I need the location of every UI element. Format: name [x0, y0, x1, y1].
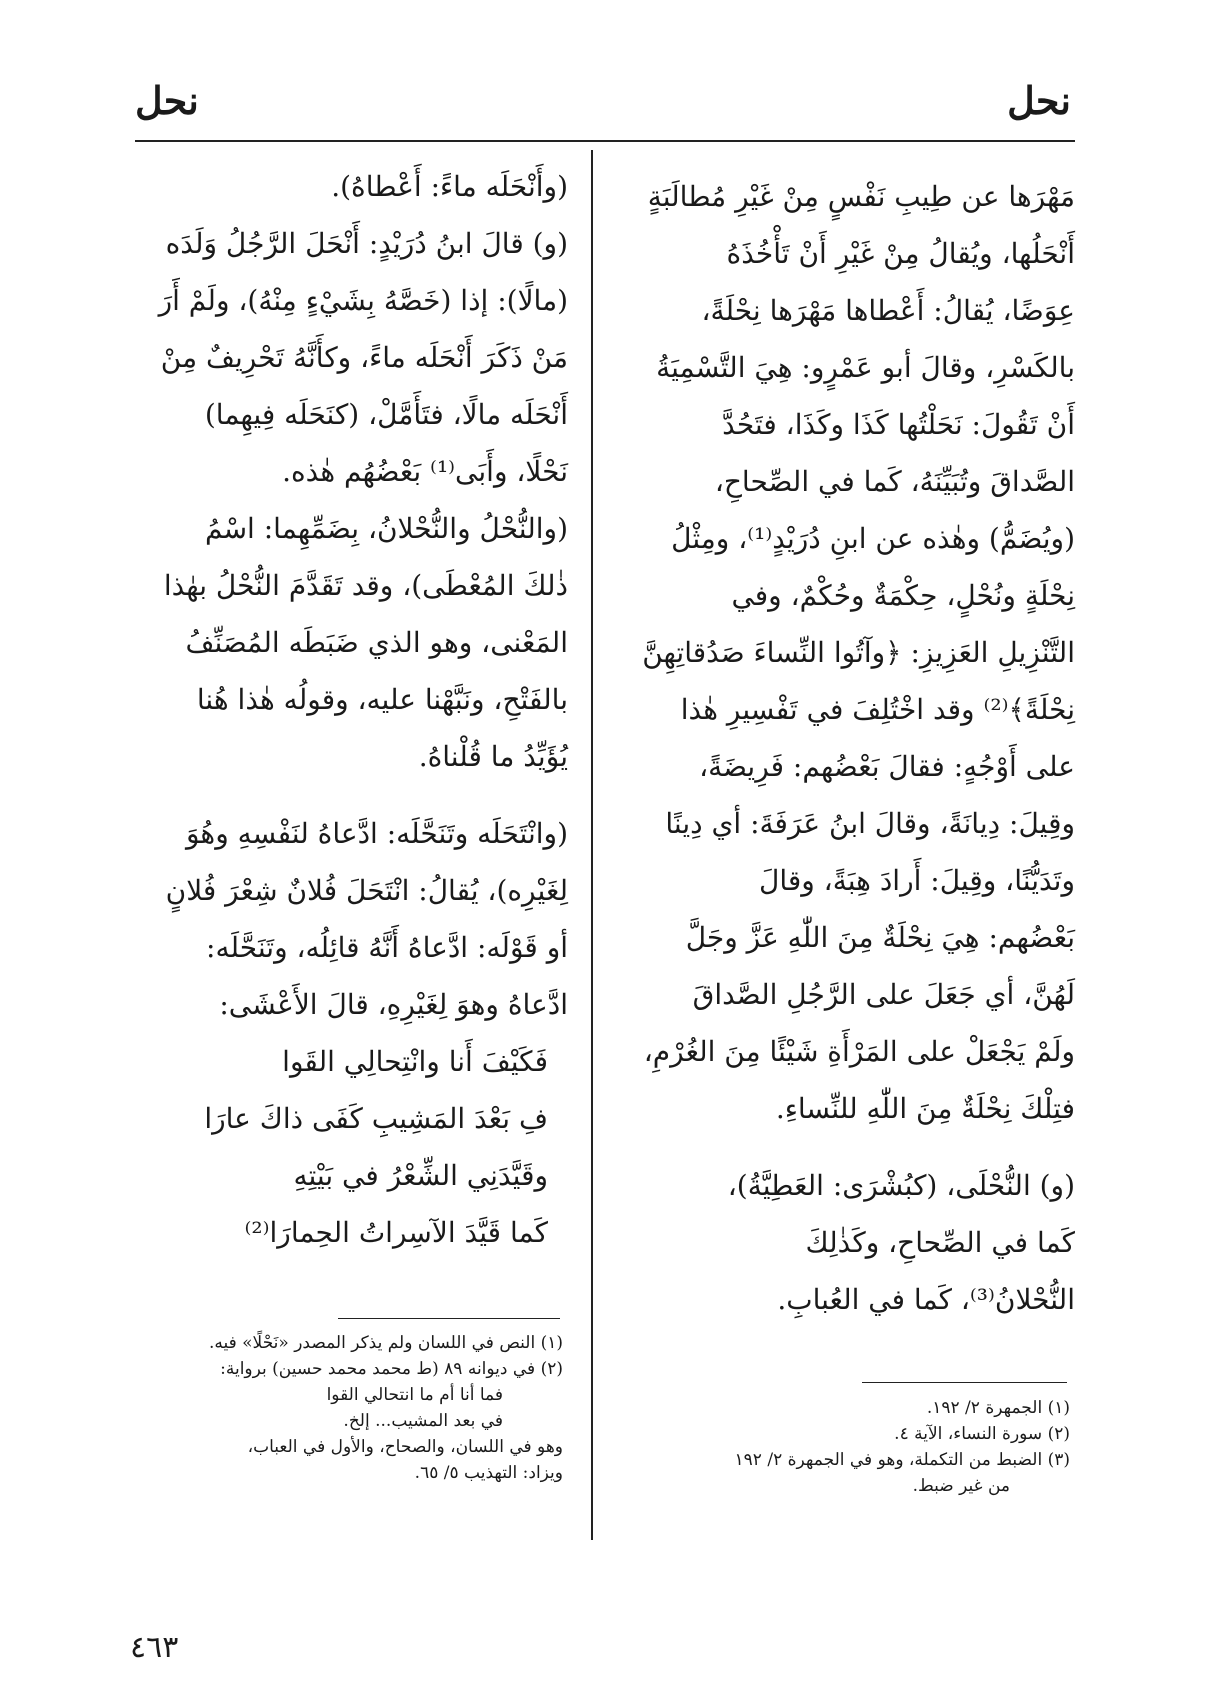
header-rule	[135, 140, 1075, 142]
column-divider	[591, 150, 593, 1540]
text-line: مَهْرَها عن طِيبِ نَفْسٍ مِنْ غَيْرِ مُطالَبَةٍ	[647, 180, 1075, 213]
text-line: لِغَيْرِه)، يُقالُ: انْتَحَلَ فُلانٌ شِعْرَ فُلانٍ	[165, 874, 568, 907]
text-line: التَّنْزِيلِ العَزِيزِ: ﴿وآتُوا النِّساءَ صَدُقاتِهِنَّ	[642, 636, 1075, 669]
text-line: ولَمْ يَجْعَلْ على المَرْأَةِ شَيْئًا مِنَ الغُرْمِ،	[643, 1035, 1075, 1068]
verse-line: وقَيَّدَنِي الشِّعْرُ في بَيْتِهِ	[293, 1159, 548, 1192]
text-line: (والنُّحْلُ والنُّحْلانُ، بِضَمِّهِما: اسْمُ	[204, 512, 568, 545]
text-line: أَنْحَلُها، ويُقالُ مِنْ غَيْرِ أَنْ تَأْخُذَهُ	[726, 237, 1075, 270]
footnotes-right	[620, 1395, 1070, 1499]
text-line: أَنْحَلَه مالًا، فتَأَمَّلْ، (كنَحَلَه فِيهِما)	[204, 398, 568, 431]
text-line: (و) قالَ ابنُ دُرَيْدٍ: أَنْحَلَ الرَّجُلُ وَلَدَه	[165, 227, 568, 260]
text-line: أَنْ تَقُولَ: نَحَلْتُها كَذَا وكَذَا، فتَحُدَّ	[722, 408, 1075, 441]
text-line: نِحْلَةٍ ونُحْلٍ، حِكْمَةٌ وحُكْمٌ، وفي	[731, 579, 1075, 612]
text-line: ذٰلكَ المُعْطَى)، وقد تَقَدَّمَ النُّحْلُ بهٰذا	[163, 569, 568, 602]
text-line: (و) النُّحْلَى، (كبُشْرَى: العَطِيَّةُ)،	[727, 1169, 1075, 1202]
text-line: فتِلْكَ نِحْلَةٌ مِنَ اللّٰهِ للنِّساءِ.	[775, 1092, 1075, 1125]
text-line: (ويُضَمُّ) وهٰذه عن ابنِ دُرَيْدٍ⁽¹⁾، ومِثْلُ	[671, 522, 1075, 555]
footnote: ويزاد: التهذيب ٥/ ٦٥.	[414, 1463, 563, 1483]
header-left-headword: نحل	[135, 78, 199, 123]
text-line: وتَدَيُّنًا، وقِيلَ: أَرادَ هِبَةً، وقالَ	[758, 864, 1075, 897]
text-line: نَحْلًا، وأَبَى⁽¹⁾ بَعْضُهُم هٰذه.	[282, 455, 568, 488]
text-line: بَعْضُهم: هِيَ نِحْلَةٌ مِنَ اللّٰهِ عَزَّ وجَلَّ	[685, 921, 1075, 954]
footnote: (٢) سورة النساء، الآية ٤.	[894, 1424, 1070, 1444]
text-line: أو قَوْلَه: ادَّعاهُ أَنَّهُ قائِلُه، وتَنَحَّلَه:	[206, 931, 568, 964]
header-right-headword: نحل	[1007, 78, 1071, 123]
verse-line: كَما قَيَّدَ الآسِراتُ الحِمارَا⁽²⁾	[244, 1216, 548, 1249]
verse-line: فَكَيْفَ أَنا وانْتِحالِي القَوا	[282, 1045, 548, 1078]
text-line: المَعْنى، وهو الذي ضَبَطَه المُصَنِّفُ	[185, 626, 568, 659]
right-column	[620, 168, 1075, 1328]
text-line: على أَوْجُهٍ: فقالَ بَعْضُهم: فَرِيضَةً،	[699, 750, 1075, 783]
text-line: ادَّعاهُ وهوَ لِغَيْرِهِ، قالَ الأَعْشَى:	[219, 988, 568, 1021]
text-line: النُّحْلانُ⁽³⁾، كَما في العُبابِ.	[777, 1283, 1075, 1316]
text-line: (مالًا): إذا (خَصَّهُ بِشَيْءٍ مِنْهُ)، ولَمْ أَرَ	[158, 284, 568, 317]
footnote: (١) الجمهرة ٢/ ١٩٢.	[926, 1398, 1070, 1418]
footnotes-left	[118, 1330, 563, 1486]
page-number: ٤٦٣	[130, 1630, 179, 1665]
text-line: يُؤَيِّدُ ما قُلْناهُ.	[418, 740, 568, 773]
text-line: (وأَنْحَلَه ماءً: أَعْطاهُ).	[331, 170, 568, 203]
footnote: فما أنا أم ما انتحالي القوا	[326, 1385, 503, 1405]
footnote: وهو في اللسان، والصحاح، والأول في العباب،	[247, 1437, 563, 1457]
text-line: نِحْلَةً﴾⁽²⁾ وقد اخْتُلِفَ في تَفْسِيرِ هٰذا	[680, 693, 1075, 726]
text-line: وقِيلَ: دِيانَةً، وقالَ ابنُ عَرَفَةَ: أي دِينًا	[665, 807, 1075, 840]
text-line: الصَّداقَ وتُبَيِّنَهُ، كَما في الصِّحاحِ،	[714, 465, 1075, 498]
left-column	[118, 158, 568, 1261]
verse-line: فِ بَعْدَ المَشِيبِ كَفَى ذاكَ عارَا	[204, 1102, 548, 1135]
footnote: (٢) في ديوانه ٨٩ (ط محمد محمد حسين) برواية:	[220, 1359, 563, 1379]
text-line: بالكَسْرِ، وقالَ أبو عَمْرٍو: هِيَ التَّسْمِيَةُ	[656, 351, 1075, 384]
footnote: (٣) الضبط من التكملة، وهو في الجمهرة ٢/ ١٩٢	[734, 1450, 1070, 1470]
footnote-rule-right	[862, 1382, 1067, 1383]
text-line: مَنْ ذَكَرَ أَنْحَلَه ماءً، وكأَنَّهُ تَحْرِيفٌ مِنْ	[160, 341, 568, 374]
footnote-rule-left	[338, 1318, 560, 1319]
footnote: (١) النص في اللسان ولم يذكر المصدر «نَحْلًا» فيه.	[208, 1333, 563, 1353]
footnote: في بعد المشيب... إلخ.	[343, 1411, 503, 1431]
text-line: (وانْتَحَلَه وتَنَحَّلَه: ادَّعاهُ لنَفْسِهِ وهُوَ	[185, 817, 568, 850]
text-line: عِوَضًا، يُقالُ: أَعْطاها مَهْرَها نِحْلَةً،	[701, 294, 1075, 327]
text-line: بالفَتْحِ، ونَبَّهْنا عليه، وقولُه هٰذا هُنا	[196, 683, 568, 716]
footnote: من غير ضبط.	[912, 1476, 1010, 1496]
text-line: كَما في الصِّحاحِ، وكَذٰلِكَ	[805, 1226, 1075, 1259]
text-line: لَهُنَّ، أي جَعَلَ على الرَّجُلِ الصَّداقَ	[692, 978, 1075, 1011]
